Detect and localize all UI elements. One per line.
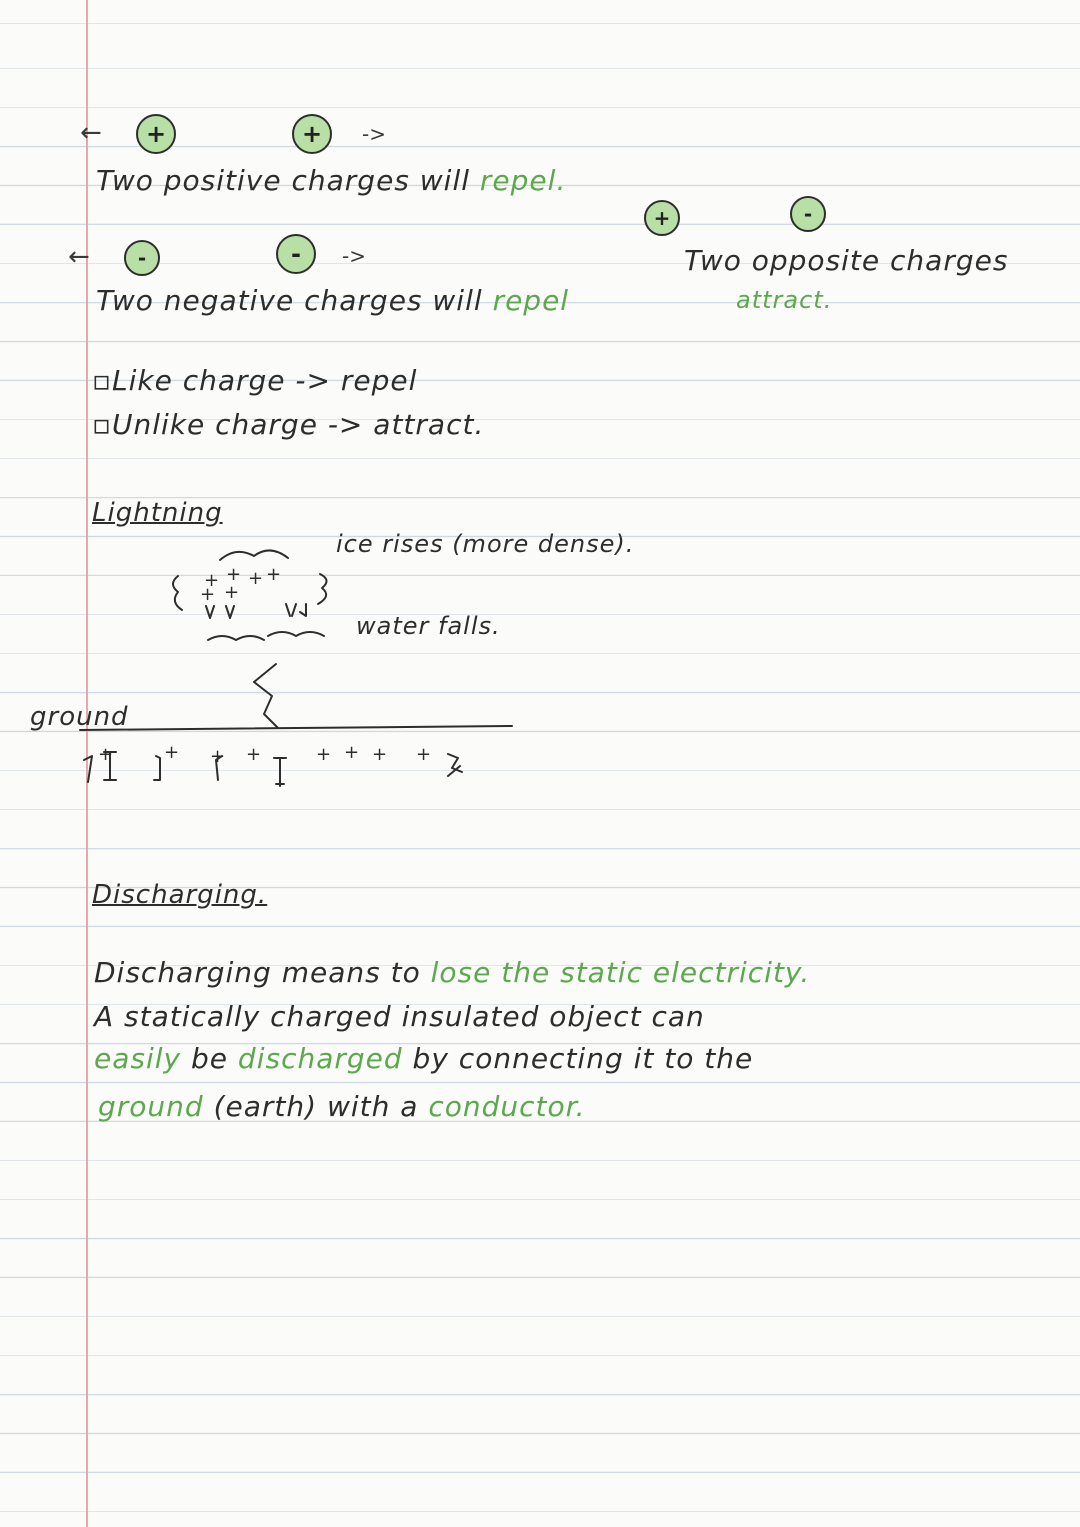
discharging-line-4 [98, 1090, 585, 1123]
discharging-line-3-text-a: be [181, 1042, 238, 1075]
cloud-plus-mark: + [248, 568, 264, 589]
negative-charge-icon: - [124, 240, 160, 276]
ground-plus-mark: + [416, 744, 432, 765]
ground-charge-arrows [154, 756, 160, 780]
water-falls-label: water falls. [356, 612, 501, 640]
discharging-line-3-text-b: by connecting it to the [402, 1042, 754, 1075]
attract-keyword: attract. [736, 286, 833, 314]
cloud-left-outline [173, 576, 182, 610]
ground-plus-mark: + [98, 744, 114, 765]
ground-charge-arrows [448, 754, 462, 776]
conductor-highlight: conductor. [428, 1090, 586, 1123]
ground-line [80, 726, 512, 730]
discharging-heading: Discharging. [92, 880, 268, 910]
attract-text: Two opposite charges [684, 244, 1009, 277]
arrow-left-icon: ← [80, 118, 102, 148]
rule-unlike-charge: ▫Unlike charge -> attract. [92, 408, 485, 441]
repel-negative-keyword: repel [492, 284, 570, 317]
cloud-top-outline [220, 550, 288, 560]
repel-positive-keyword: repel. [479, 164, 567, 197]
negative-charge-icon: - [790, 196, 826, 232]
cloud-plus-mark: + [200, 584, 216, 605]
cloud-plus-mark: + [204, 570, 220, 591]
cloud-minus-marks [286, 604, 306, 616]
ground-plus-mark: + [246, 744, 262, 765]
cloud-plus-mark: + [224, 582, 240, 603]
rule-like-charge: ▫Like charge -> repel [92, 364, 418, 397]
ice-rises-label: ice rises (more dense). [336, 530, 635, 558]
ground-label: ground [30, 702, 129, 732]
lightning-bolt-icon [254, 664, 278, 728]
ground-plus-mark: + [316, 744, 332, 765]
cloud-plus-mark: + [266, 564, 282, 585]
cloud-plus-mark: + [226, 564, 242, 585]
easily-highlight: easily [94, 1042, 182, 1075]
ground-plus-mark: + [344, 742, 360, 763]
discharging-line-4-text: (earth) with a [203, 1090, 429, 1123]
arrow-right-icon: -> [342, 244, 366, 268]
positive-charge-icon: + [136, 114, 176, 154]
cloud-bottom-outline [208, 636, 264, 640]
positive-charge-icon: + [292, 114, 332, 154]
arrow-left-icon: ← [68, 242, 90, 272]
arrow-right-icon: -> [362, 122, 386, 146]
repel-negative-text: Two negative charges will [96, 284, 493, 317]
discharging-line-1-text: Discharging means to [94, 956, 431, 989]
cloud-right-outline [318, 574, 327, 604]
ground-plus-mark: + [210, 746, 226, 767]
negative-charge-icon: - [276, 234, 316, 274]
discharged-highlight: discharged [237, 1042, 403, 1075]
ground-plus-mark: + [164, 742, 180, 763]
repel-positive-text: Two positive charges will [96, 164, 480, 197]
discharging-line-1-highlight: lose the static electricity. [430, 956, 811, 989]
ground-highlight: ground [98, 1090, 204, 1123]
discharging-line-1 [94, 956, 810, 989]
ground-charge-arrows [274, 758, 286, 786]
lightning-heading: Lightning [92, 498, 223, 528]
discharging-line-3 [94, 1042, 753, 1075]
cloud-bottom-outline [268, 632, 324, 636]
cloud-minus-marks [206, 606, 234, 618]
positive-charge-icon: + [644, 200, 680, 236]
ground-plus-mark: + [372, 744, 388, 765]
discharging-line-2: A statically charged insulated object can [94, 1000, 705, 1033]
